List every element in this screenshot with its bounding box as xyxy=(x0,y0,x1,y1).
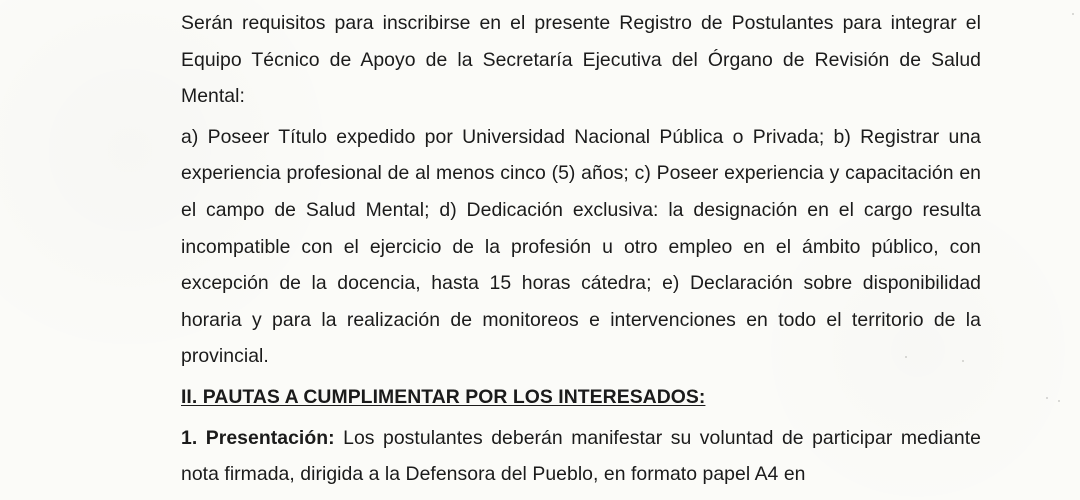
section-title: II. PAUTAS A CUMPLIMENTAR POR LOS INTERESADOS: xyxy=(181,385,706,408)
presentation-paragraph xyxy=(181,420,981,493)
requirements-list-paragraph: a) Poseer Título expedido por Universidad Nacional Pública o Privada; b) Registrar una experiencia profesional de al menos cinco (5) años; c) Poseer experiencia y capacitación en el campo de Salud Mental; d) Dedicación exclusiva: la designación en el cargo resulta incompatible con el ejercicio de la profesión u otro empleo en el ámbito público, con excepción de la docencia, hasta 15 horas cátedra; e) Declaración sobre disponibilidad horaria y para la realización de monitoreos e intervenciones en todo el territorio de la provincial. xyxy=(181,125,981,368)
scan-speck xyxy=(905,356,907,358)
presentation-label: 1. Presentación: xyxy=(181,426,335,449)
scan-speck xyxy=(1072,13,1074,15)
scan-speck xyxy=(1046,397,1048,399)
requirements-intro-paragraph: Serán requisitos para inscribirse en el presente Registro de Postulantes para integrar el Equipo Técnico de Apoyo de la Secretaría Ejecutiva del Órgano de Revisión de Salud Mental: xyxy=(181,12,981,108)
scan-speck xyxy=(962,360,964,362)
scan-speck xyxy=(1058,400,1060,402)
document-body xyxy=(181,5,981,493)
presentation-text: Los postulantes deberán manifestar su voluntad de participar mediante nota firmada, dirigida a la Defensora del Pueblo, en formato papel A4 en xyxy=(181,426,981,486)
